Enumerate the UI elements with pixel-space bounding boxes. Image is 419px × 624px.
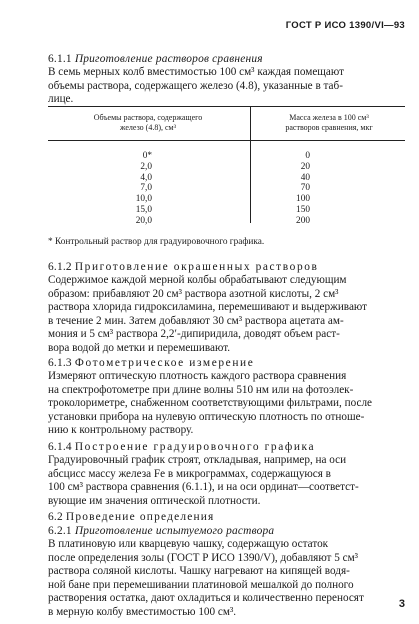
text-line: мония и 5 см³ раствора 2,2′-дипиридила, доводят объем раст-	[48, 328, 340, 341]
text-line: лице.	[48, 93, 74, 106]
section-number: 6.1.4	[48, 441, 72, 453]
table-cell: 0*	[142, 151, 152, 161]
mass-column	[284, 151, 310, 227]
standard-header: ГОСТ Р ИСО 1390/VI—93	[285, 20, 405, 31]
table-column-divider	[250, 106, 251, 223]
section-title: Приготовление растворов сравнения	[74, 53, 263, 65]
text-line: растворения остатка, дают охладиться и количественно переносят	[48, 592, 364, 605]
text-line: Градуировочный график строят, откладывая, например, на оси	[48, 454, 347, 466]
table-top-rule	[48, 106, 405, 107]
text-line: раствора соляной кислоты. Чашку нагревают на кипящей водя-	[48, 565, 350, 578]
table-cell: 0	[305, 151, 310, 161]
text-line: В семь мерных колб вместимостью 100 см³ каждая помещают	[48, 66, 344, 78]
section-number: 6.2.1	[48, 525, 72, 537]
section-number: 6.1.3	[48, 357, 72, 369]
text-line: на спектрофотометре при длине волны 510 нм или на фотоэлек-	[48, 383, 354, 396]
header-line: растворов сравнения, мкг	[285, 122, 373, 132]
paragraph-6-2-1	[48, 538, 405, 620]
section-title: Построение градуировочного графика	[74, 441, 316, 453]
table-cell: 150	[296, 204, 310, 215]
column-header-volume	[48, 113, 248, 132]
section-title: Приготовление испытуемого раствора	[74, 525, 275, 537]
table-cell: 15,0	[135, 204, 152, 215]
text-line: установки прибора на нулевую оптическую плотность по отноше-	[48, 410, 365, 423]
text-line: 100 см³ раствора сравнения (6.1.1), и на оси ординат—соответст-	[48, 481, 359, 494]
paragraph-6-1-4	[48, 454, 405, 508]
text-line: Содержимое каждой мерной колбы обрабатывают следующим	[48, 274, 347, 286]
text-line: вора водой до метки и перемешивают.	[48, 341, 231, 354]
table-header-rule	[48, 140, 405, 141]
text-line: в мерную колбу вместимостью 100 см³.	[48, 605, 237, 618]
table-cell: 100	[296, 194, 310, 205]
text-line: нию к контрольному раствору.	[48, 424, 194, 437]
paragraph-6-1-1	[48, 66, 405, 107]
volume-column	[132, 151, 152, 227]
text-line: троколориметре, снабженном соответствующими фильтрами, после	[48, 397, 373, 410]
text-line: В платиновую или кварцевую чашку, содержащую остаток	[48, 538, 329, 550]
section-number: 6.1.1	[48, 53, 72, 65]
paragraph-6-1-2	[48, 274, 405, 356]
text-line: ной бане при перемешивании платиновой мешалкой до полного	[48, 578, 354, 591]
table-footnote: * Контрольный раствор для градуировочного графика.	[48, 237, 265, 247]
section-number: 6.2	[48, 511, 63, 523]
table-cell: 7,0	[140, 183, 152, 194]
header-line: Объемы раствора, содержащего	[93, 113, 203, 122]
section-number: 6.1.2	[48, 261, 72, 273]
table-cell: 20,0	[135, 215, 152, 226]
table-cell: 4,0	[140, 172, 152, 183]
section-title: Проведение определения	[65, 511, 215, 523]
table-cell: 200	[296, 215, 310, 226]
table-cell: 40	[300, 172, 310, 183]
section-6-1-1-heading	[48, 52, 263, 66]
section-6-1-4-heading	[48, 440, 315, 454]
text-line: абсцисс массу железа Fe в микрограммах, содержащуюся в	[48, 467, 331, 480]
text-line: в течение 2 мин. Затем добавляют 30 см³ раствора ацетата ам-	[48, 314, 344, 327]
text-line: раствора хлорида гидроксиламина, перемешивают и выдерживают	[48, 301, 368, 314]
text-line: объемы раствора, содержащего железо (4.8), указанные в таб-	[48, 79, 343, 92]
section-6-2-1-heading	[48, 524, 274, 538]
page-number: 3	[398, 598, 405, 610]
column-header-mass	[253, 113, 405, 132]
text-line: образом: прибавляют 20 см³ раствора азотной кислоты, 2 см³	[48, 287, 339, 300]
header-line: Масса железа в 100 см³	[289, 113, 369, 122]
text-line: вующие им значения оптической плотности.	[48, 494, 261, 507]
table-cell: 10,0	[135, 194, 152, 205]
section-6-1-3-heading	[48, 356, 254, 370]
text-line: после определения золы (ГОСТ Р ИСО 1390/V), добавляют 5 см³	[48, 551, 359, 564]
section-title: Приготовление окрашенных растворов	[74, 261, 319, 273]
table-cell: 70	[300, 183, 310, 194]
section-6-1-2-heading	[48, 260, 319, 274]
text-line: Измеряют оптическую плотность каждого раствора сравнения	[48, 370, 347, 382]
paragraph-6-1-3	[48, 370, 405, 438]
table-cell: 20	[300, 161, 310, 172]
table-cell: 2,0	[140, 161, 152, 172]
section-6-2-heading	[48, 510, 215, 524]
header-line: железо (4.8), см³	[119, 122, 177, 132]
section-title: Фотометрическое измерение	[74, 357, 255, 369]
